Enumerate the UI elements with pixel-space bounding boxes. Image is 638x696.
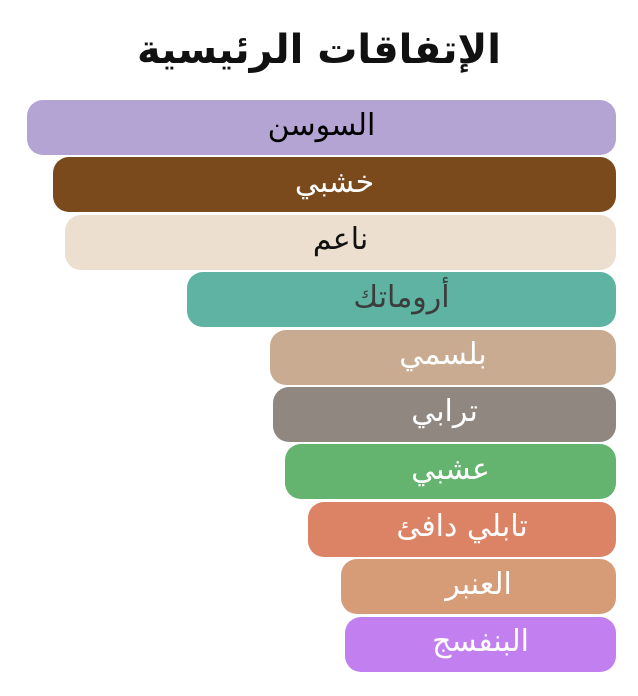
accord-label: بلسمي: [399, 337, 487, 373]
accord-bar[interactable]: [308, 502, 616, 557]
accord-bar[interactable]: [27, 100, 616, 155]
accord-label: تابلي دافئ: [396, 509, 528, 545]
accord-bar[interactable]: [345, 617, 616, 672]
accord-bar[interactable]: [270, 330, 616, 385]
accord-label: السوسن: [267, 107, 376, 143]
accord-bar[interactable]: [285, 444, 616, 499]
accord-label: عشبي: [411, 451, 490, 487]
accord-label: أروماتك: [353, 279, 450, 315]
accord-label: ترابي: [411, 394, 478, 430]
accord-bar[interactable]: [273, 387, 616, 442]
accord-label: العنبر: [445, 566, 512, 602]
accord-bar[interactable]: [53, 157, 616, 212]
accord-label: خشبي: [294, 164, 375, 200]
accord-bar[interactable]: [341, 559, 616, 614]
accord-bar[interactable]: [187, 272, 616, 327]
accord-bar[interactable]: [65, 215, 616, 270]
accord-label: ناعم: [312, 222, 369, 258]
accord-bars: [0, 100, 638, 672]
accord-label: البنفسج: [432, 624, 529, 660]
chart-title: الإتفاقات الرئيسية: [137, 27, 501, 73]
